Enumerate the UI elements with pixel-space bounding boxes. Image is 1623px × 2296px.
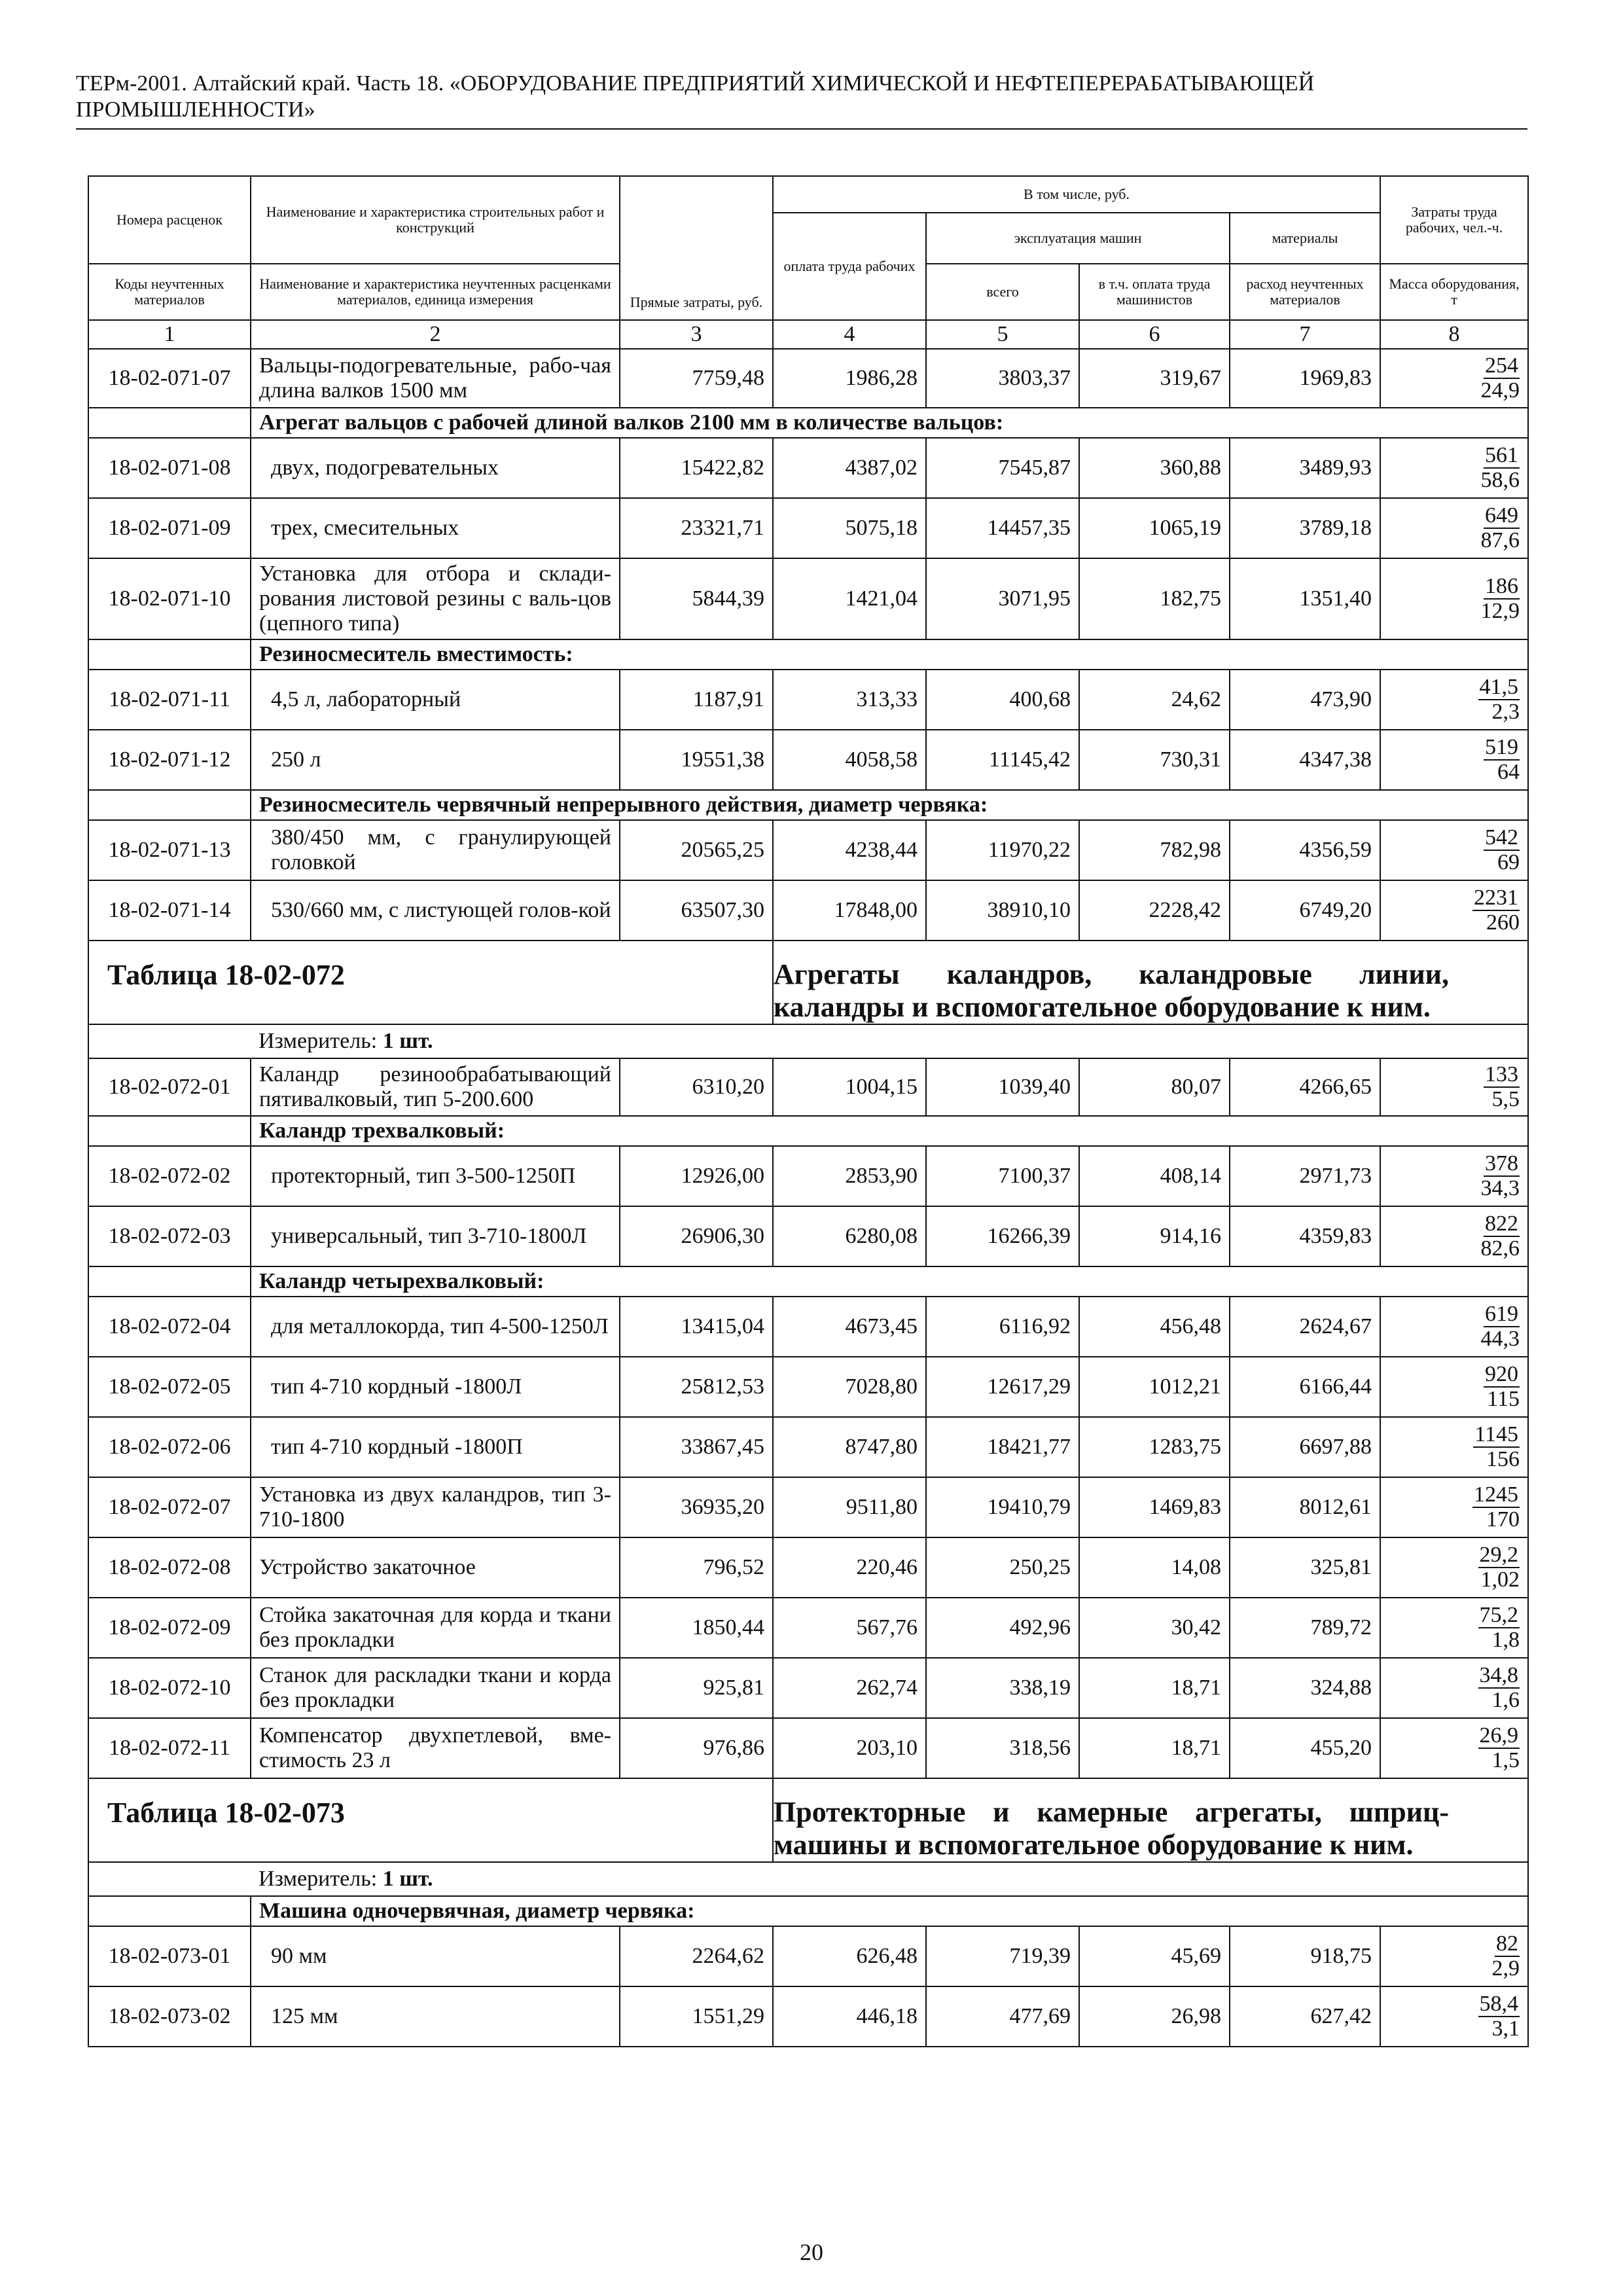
machines-total: 250,25: [926, 1537, 1079, 1598]
mass-value: 82,6: [1480, 1236, 1520, 1261]
materials: 4356,59: [1230, 820, 1380, 880]
group-spacer: [88, 639, 251, 670]
labor-value: 41,5: [1479, 675, 1519, 699]
table-number: Таблица 18-02-072: [88, 941, 773, 1024]
rate-code: 18-02-071-13: [88, 820, 251, 880]
drivers-wages: 730,31: [1079, 730, 1230, 790]
rate-code: 18-02-073-02: [88, 1986, 251, 2047]
rate-name: 250 л: [251, 730, 620, 790]
group-spacer: [88, 1266, 251, 1297]
table-title: Агрегаты каландров, каландровые линии, каландры и вспомогательное оборудование к ним.: [773, 941, 1528, 1024]
rate-code: 18-02-072-09: [88, 1598, 251, 1658]
labor-mass: [1380, 1417, 1528, 1477]
rate-name: тип 4-710 кордный -1800П: [251, 1417, 620, 1477]
table-row: [88, 1598, 1528, 1658]
labor-mass: [1380, 438, 1528, 498]
table-row: [88, 1718, 1528, 1778]
labor-mass: [1380, 1477, 1528, 1537]
rate-name: Установка для отбора и склади-рования листовой резины с валь-цов (цепного типа): [251, 558, 620, 639]
rate-code: 18-02-071-08: [88, 438, 251, 498]
wages: 626,48: [773, 1926, 926, 1986]
drivers-wages: 26,98: [1079, 1986, 1230, 2047]
machines-total: 492,96: [926, 1598, 1079, 1658]
machines-total: 11970,22: [926, 820, 1079, 880]
col-number-8: 8: [1380, 320, 1528, 349]
col-name-desc: Наименование и характеристика строительных работ и конструкций: [251, 176, 620, 264]
drivers-wages: 2228,42: [1079, 880, 1230, 941]
measure-spacer: [88, 1862, 251, 1896]
table-row: [88, 880, 1528, 941]
direct-costs: 19551,38: [620, 730, 773, 790]
measure-cell: [251, 1024, 1528, 1058]
measure-value: 1 шт.: [382, 1867, 433, 1891]
rate-name: универсальный, тип 3-710-1800Л: [251, 1206, 620, 1266]
labor-mass: [1380, 820, 1528, 880]
labor-value: 519: [1485, 735, 1519, 759]
rate-name: двух, подогревательных: [251, 438, 620, 498]
machines-total: 7100,37: [926, 1146, 1079, 1206]
direct-costs: 12926,00: [620, 1146, 773, 1206]
materials: 1351,40: [1230, 558, 1380, 639]
table-title: Протекторные и камерные агрегаты, шприц-машины и вспомогательное оборудование к ним.: [773, 1778, 1528, 1862]
wages: 5075,18: [773, 498, 926, 558]
materials: 2624,67: [1230, 1297, 1380, 1357]
direct-costs: 23321,71: [620, 498, 773, 558]
measure-value: 1 шт.: [382, 1029, 433, 1053]
labor-value: 186: [1485, 574, 1519, 598]
header-rule: [76, 128, 1527, 130]
labor-mass: [1380, 498, 1528, 558]
rate-code: 18-02-072-06: [88, 1417, 251, 1477]
direct-costs: 5844,39: [620, 558, 773, 639]
rate-code: 18-02-072-02: [88, 1146, 251, 1206]
direct-costs: 13415,04: [620, 1297, 773, 1357]
mass-value: 2,3: [1491, 700, 1520, 724]
rate-name: Вальцы-подогревательные, рабо-чая длина валков 1500 мм: [251, 349, 620, 408]
materials: 6697,88: [1230, 1417, 1380, 1477]
labor-value: 378: [1485, 1151, 1519, 1175]
table-row: [88, 820, 1528, 880]
labor-value: 34,8: [1479, 1663, 1519, 1687]
labor-value: 26,9: [1479, 1723, 1519, 1748]
mass-value: 3,1: [1491, 2017, 1520, 2041]
machines-total: 12617,29: [926, 1357, 1079, 1417]
group-row: [88, 1266, 1528, 1297]
drivers-wages: 914,16: [1079, 1206, 1230, 1266]
direct-costs: 15422,82: [620, 438, 773, 498]
col-rate-numbers: Номера расценок: [88, 176, 251, 264]
drivers-wages: 45,69: [1079, 1926, 1230, 1986]
labor-value: 254: [1485, 353, 1519, 378]
table-row: [88, 349, 1528, 408]
table-row: [88, 558, 1528, 639]
direct-costs: 25812,53: [620, 1357, 773, 1417]
rate-code: 18-02-072-05: [88, 1357, 251, 1417]
wages: 4673,45: [773, 1297, 926, 1357]
materials: 3789,18: [1230, 498, 1380, 558]
rate-name: Каландр резинообрабатывающий пятивалковый, тип 5-200.600: [251, 1058, 620, 1116]
rate-name: Устройство закаточное: [251, 1537, 620, 1598]
group-heading: Каландр трехвалковый:: [251, 1116, 1528, 1146]
group-spacer: [88, 790, 251, 820]
direct-costs: 20565,25: [620, 820, 773, 880]
labor-mass: [1380, 558, 1528, 639]
direct-costs: 7759,48: [620, 349, 773, 408]
labor-mass: [1380, 1058, 1528, 1116]
rate-name: 90 мм: [251, 1926, 620, 1986]
drivers-wages: 319,67: [1079, 349, 1230, 408]
col-number-3: 3: [620, 320, 773, 349]
table-row: [88, 1986, 1528, 2047]
measure-cell: [251, 1862, 1528, 1896]
col-materials: материалы: [1230, 213, 1380, 264]
machines-total: 338,19: [926, 1658, 1079, 1718]
materials: 8012,61: [1230, 1477, 1380, 1537]
machines-total: 18421,77: [926, 1417, 1079, 1477]
labor-mass: [1380, 1658, 1528, 1718]
group-spacer: [88, 1116, 251, 1146]
wages: 313,33: [773, 670, 926, 730]
mass-value: 34,3: [1480, 1176, 1520, 1200]
rate-name: для металлокорда, тип 4-500-1250Л: [251, 1297, 620, 1357]
direct-costs: 63507,30: [620, 880, 773, 941]
rate-code: 18-02-071-14: [88, 880, 251, 941]
mass-value: 2,9: [1491, 1956, 1520, 1981]
drivers-wages: 456,48: [1079, 1297, 1230, 1357]
rate-name: тип 4-710 кордный -1800Л: [251, 1357, 620, 1417]
table-row: [88, 1417, 1528, 1477]
table-row: [88, 1477, 1528, 1537]
wages: 9511,80: [773, 1477, 926, 1537]
labor-mass: [1380, 1537, 1528, 1598]
direct-costs: 925,81: [620, 1658, 773, 1718]
wages: 4058,58: [773, 730, 926, 790]
group-row: [88, 790, 1528, 820]
col-number-1: 1: [88, 320, 251, 349]
direct-costs: 1850,44: [620, 1598, 773, 1658]
labor-value: 2231: [1474, 886, 1519, 910]
labor-value: 649: [1485, 503, 1519, 528]
wages: 4238,44: [773, 820, 926, 880]
labor-mass: [1380, 1926, 1528, 1986]
rate-name: Стойка закаточная для корда и ткани без прокладки: [251, 1598, 620, 1658]
header-line-2: ПРОМЫШЛЕННОСТИ»: [76, 98, 315, 122]
materials: 324,88: [1230, 1658, 1380, 1718]
mass-value: 69: [1497, 850, 1520, 874]
rate-code: 18-02-072-01: [88, 1058, 251, 1116]
col-mass: Масса оборудования, т: [1380, 264, 1528, 320]
col-number-6: 6: [1079, 320, 1230, 349]
labor-mass: [1380, 670, 1528, 730]
wages: 8747,80: [773, 1417, 926, 1477]
col-number-5: 5: [926, 320, 1079, 349]
drivers-wages: 1283,75: [1079, 1417, 1230, 1477]
materials: 2971,73: [1230, 1146, 1380, 1206]
wages: 446,18: [773, 1986, 926, 2047]
machines-total: 6116,92: [926, 1297, 1079, 1357]
labor-value: 1245: [1474, 1482, 1519, 1507]
wages: 1986,28: [773, 349, 926, 408]
labor-value: 133: [1485, 1062, 1519, 1086]
labor-mass: [1380, 730, 1528, 790]
mass-value: 156: [1486, 1447, 1520, 1471]
materials: 455,20: [1230, 1718, 1380, 1778]
direct-costs: 796,52: [620, 1537, 773, 1598]
table-row: [88, 498, 1528, 558]
machines-total: 719,39: [926, 1926, 1079, 1986]
drivers-wages: 24,62: [1079, 670, 1230, 730]
col-direct-costs: Прямые затраты, руб.: [620, 176, 773, 320]
labor-mass: [1380, 1357, 1528, 1417]
mass-value: 170: [1486, 1507, 1520, 1532]
table-row: [88, 438, 1528, 498]
col-number-7: 7: [1230, 320, 1380, 349]
table-row: [88, 670, 1528, 730]
labor-value: 1145: [1474, 1422, 1519, 1446]
direct-costs: 36935,20: [620, 1477, 773, 1537]
wages: 1421,04: [773, 558, 926, 639]
labor-value: 29,2: [1479, 1543, 1519, 1567]
rate-name: трех, смесительных: [251, 498, 620, 558]
labor-value: 561: [1485, 443, 1519, 467]
page-number: 20: [800, 2239, 823, 2265]
labor-mass: [1380, 349, 1528, 408]
direct-costs: 6310,20: [620, 1058, 773, 1116]
table-row: [88, 1297, 1528, 1357]
col-number-4: 4: [773, 320, 926, 349]
materials: 4266,65: [1230, 1058, 1380, 1116]
table-row: [88, 1206, 1528, 1266]
group-row: [88, 1116, 1528, 1146]
document-header: [76, 71, 1516, 123]
table-row: [88, 1058, 1528, 1116]
mass-value: 115: [1487, 1387, 1520, 1411]
machines-total: 1039,40: [926, 1058, 1079, 1116]
labor-mass: [1380, 880, 1528, 941]
col-incl: В том числе, руб.: [773, 176, 1380, 213]
group-heading: Агрегат вальцов с рабочей длиной валков 2100 мм в количестве вальцов:: [251, 408, 1528, 438]
machines-total: 477,69: [926, 1986, 1079, 2047]
machines-total: 318,56: [926, 1718, 1079, 1778]
col-labor: Затраты труда рабочих, чел.-ч.: [1380, 176, 1528, 264]
rate-code: 18-02-071-12: [88, 730, 251, 790]
mass-value: 12,9: [1480, 599, 1520, 623]
col-number-2: 2: [251, 320, 620, 349]
drivers-wages: 1065,19: [1079, 498, 1230, 558]
col-total: всего: [926, 264, 1079, 320]
materials: 918,75: [1230, 1926, 1380, 1986]
table-row: [88, 1537, 1528, 1598]
wages: 1004,15: [773, 1058, 926, 1116]
materials: 6749,20: [1230, 880, 1380, 941]
mass-value: 1,6: [1491, 1688, 1520, 1712]
group-row: [88, 639, 1528, 670]
rate-code: 18-02-072-04: [88, 1297, 251, 1357]
drivers-wages: 1469,83: [1079, 1477, 1230, 1537]
measure-row: [88, 1862, 1528, 1896]
wages: 2853,90: [773, 1146, 926, 1206]
wages: 567,76: [773, 1598, 926, 1658]
mass-value: 24,9: [1480, 378, 1520, 403]
drivers-wages: 80,07: [1079, 1058, 1230, 1116]
group-heading: Машина одночервячная, диаметр червяка:: [251, 1896, 1528, 1926]
table-caption-row: [88, 941, 1528, 1024]
wages: 4387,02: [773, 438, 926, 498]
group-row: [88, 408, 1528, 438]
rate-code: 18-02-072-11: [88, 1718, 251, 1778]
wages: 262,74: [773, 1658, 926, 1718]
labor-value: 75,2: [1479, 1603, 1519, 1627]
rates-table: [88, 175, 1529, 2047]
labor-value: 58,4: [1479, 1992, 1519, 2016]
machines-total: 14457,35: [926, 498, 1079, 558]
drivers-wages: 14,08: [1079, 1537, 1230, 1598]
drivers-wages: 30,42: [1079, 1598, 1230, 1658]
machines-total: 3803,37: [926, 349, 1079, 408]
direct-costs: 976,86: [620, 1718, 773, 1778]
header-line-1: ТЕРм-2001. Алтайский край. Часть 18. «ОБОРУДОВАНИЕ ПРЕДПРИЯТИЙ ХИМИЧЕСКОЙ И НЕФТЕПЕРЕРАБАТЫВАЮЩЕЙ: [76, 71, 1315, 96]
labor-mass: [1380, 1718, 1528, 1778]
measure-spacer: [88, 1024, 251, 1058]
measure-label: Измеритель:: [259, 1867, 378, 1891]
labor-value: 82: [1496, 1931, 1519, 1956]
col-material-use: расход неучтенных материалов: [1230, 264, 1380, 320]
mass-value: 44,3: [1480, 1327, 1520, 1351]
mass-value: 58,6: [1480, 468, 1520, 492]
materials: 325,81: [1230, 1537, 1380, 1598]
group-spacer: [88, 1896, 251, 1926]
mass-value: 64: [1497, 760, 1520, 784]
materials: 789,72: [1230, 1598, 1380, 1658]
labor-value: 920: [1485, 1362, 1519, 1386]
drivers-wages: 408,14: [1079, 1146, 1230, 1206]
direct-costs: 26906,30: [620, 1206, 773, 1266]
col-machines: эксплуатация машин: [926, 213, 1230, 264]
rate-name: Станок для раскладки ткани и корда без прокладки: [251, 1658, 620, 1718]
materials: 473,90: [1230, 670, 1380, 730]
materials: 6166,44: [1230, 1357, 1380, 1417]
drivers-wages: 18,71: [1079, 1658, 1230, 1718]
rate-code: 18-02-072-10: [88, 1658, 251, 1718]
col-wages: оплата труда рабочих: [773, 213, 926, 320]
labor-mass: [1380, 1206, 1528, 1266]
rate-name: протекторный, тип 3-500-1250П: [251, 1146, 620, 1206]
rate-code: 18-02-071-11: [88, 670, 251, 730]
machines-total: 11145,42: [926, 730, 1079, 790]
machines-total: 7545,87: [926, 438, 1079, 498]
rate-name: Установка из двух каландров, тип 3-710-1800: [251, 1477, 620, 1537]
direct-costs: 33867,45: [620, 1417, 773, 1477]
table-row: [88, 1146, 1528, 1206]
machines-total: 400,68: [926, 670, 1079, 730]
table-caption-row: [88, 1778, 1528, 1862]
direct-costs: 1551,29: [620, 1986, 773, 2047]
machines-total: 38910,10: [926, 880, 1079, 941]
col-incl-drivers: в т.ч. оплата труда машинистов: [1079, 264, 1230, 320]
labor-value: 619: [1485, 1302, 1519, 1326]
mass-value: 1,8: [1491, 1628, 1520, 1652]
drivers-wages: 18,71: [1079, 1718, 1230, 1778]
mass-value: 260: [1486, 910, 1520, 935]
col-codes: Коды неучтенных материалов: [88, 264, 251, 320]
labor-mass: [1380, 1986, 1528, 2047]
mass-value: 5,5: [1491, 1087, 1520, 1111]
group-row: [88, 1896, 1528, 1926]
materials: 1969,83: [1230, 349, 1380, 408]
labor-value: 822: [1485, 1211, 1519, 1236]
table-row: [88, 730, 1528, 790]
rate-name: Компенсатор двухпетлевой, вме-стимость 23 л: [251, 1718, 620, 1778]
labor-value: 542: [1485, 825, 1519, 850]
rate-code: 18-02-072-07: [88, 1477, 251, 1537]
group-heading: Резиносмеситель вместимость:: [251, 639, 1528, 670]
drivers-wages: 782,98: [1079, 820, 1230, 880]
group-heading: Резиносмеситель червячный непрерывного действия, диаметр червяка:: [251, 790, 1528, 820]
rate-name: 380/450 мм, с гранулирующей головкой: [251, 820, 620, 880]
measure-label: Измеритель:: [259, 1029, 378, 1053]
group-spacer: [88, 408, 251, 438]
wages: 6280,08: [773, 1206, 926, 1266]
rate-code: 18-02-072-08: [88, 1537, 251, 1598]
mass-value: 87,6: [1480, 528, 1520, 552]
rate-code: 18-02-071-10: [88, 558, 251, 639]
rate-code: 18-02-071-09: [88, 498, 251, 558]
drivers-wages: 360,88: [1079, 438, 1230, 498]
materials: 4359,83: [1230, 1206, 1380, 1266]
rate-name: 125 мм: [251, 1986, 620, 2047]
col-name-materials: Наименование и характеристика неучтенных расценками материалов, единица измерения: [251, 264, 620, 320]
machines-total: 16266,39: [926, 1206, 1079, 1266]
table-row: [88, 1658, 1528, 1718]
labor-mass: [1380, 1598, 1528, 1658]
rate-name: 530/660 мм, с листующей голов-кой: [251, 880, 620, 941]
wages: 203,10: [773, 1718, 926, 1778]
materials: 627,42: [1230, 1986, 1380, 2047]
rate-code: 18-02-073-01: [88, 1926, 251, 1986]
table-row: [88, 1926, 1528, 1986]
labor-mass: [1380, 1297, 1528, 1357]
measure-row: [88, 1024, 1528, 1058]
rate-code: 18-02-072-03: [88, 1206, 251, 1266]
drivers-wages: 182,75: [1079, 558, 1230, 639]
rate-code: 18-02-071-07: [88, 349, 251, 408]
machines-total: 3071,95: [926, 558, 1079, 639]
labor-mass: [1380, 1146, 1528, 1206]
mass-value: 1,02: [1480, 1568, 1520, 1592]
wages: 7028,80: [773, 1357, 926, 1417]
wages: 17848,00: [773, 880, 926, 941]
drivers-wages: 1012,21: [1079, 1357, 1230, 1417]
materials: 4347,38: [1230, 730, 1380, 790]
direct-costs: 1187,91: [620, 670, 773, 730]
group-heading: Каландр четырехвалковый:: [251, 1266, 1528, 1297]
table-number: Таблица 18-02-073: [88, 1778, 773, 1862]
machines-total: 19410,79: [926, 1477, 1079, 1537]
materials: 3489,93: [1230, 438, 1380, 498]
table-row: [88, 1357, 1528, 1417]
wages: 220,46: [773, 1537, 926, 1598]
mass-value: 1,5: [1491, 1748, 1520, 1772]
direct-costs: 2264,62: [620, 1926, 773, 1986]
rate-name: 4,5 л, лабораторный: [251, 670, 620, 730]
